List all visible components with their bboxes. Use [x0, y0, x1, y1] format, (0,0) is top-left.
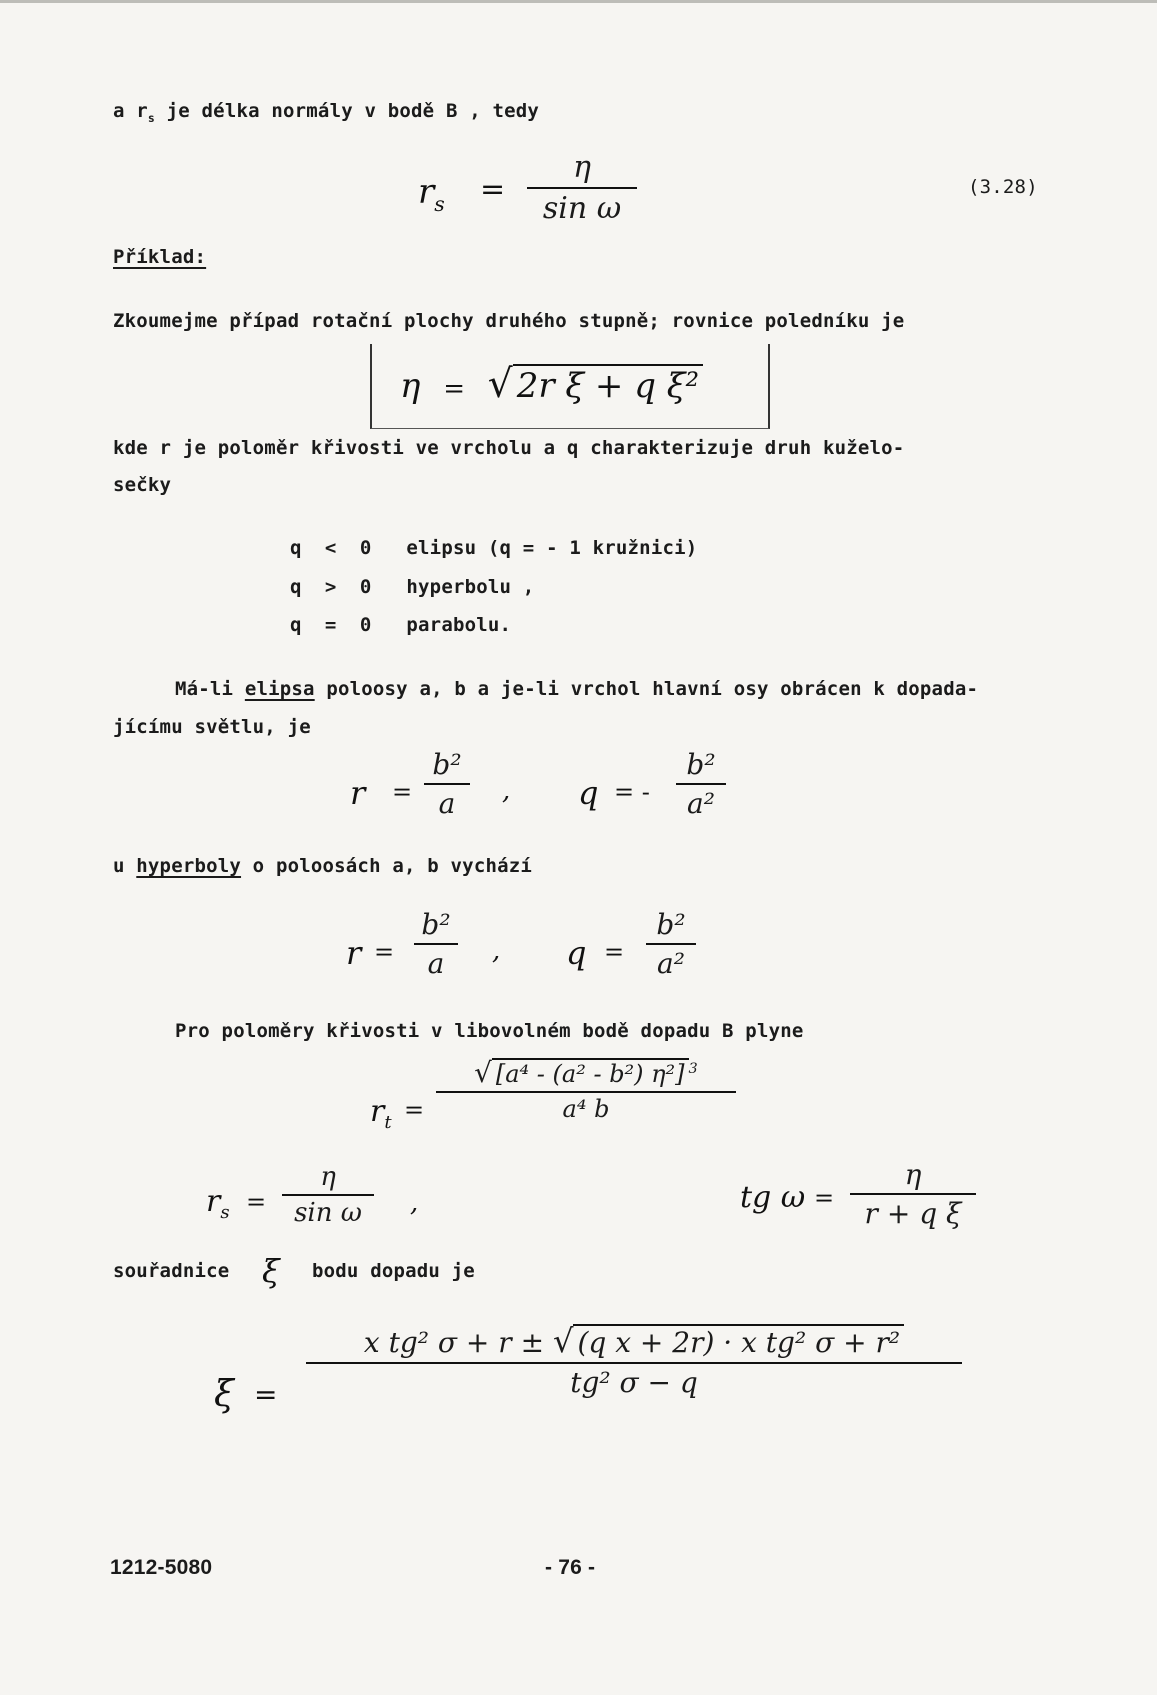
- eq328-numerator: η: [573, 150, 591, 185]
- eq328-lhs-symbol: r: [418, 172, 435, 212]
- tg-fraction: [850, 1158, 976, 1230]
- ellipse-q-bar: [676, 783, 726, 785]
- intro-prefix: a r: [113, 100, 148, 122]
- eq328-bar: [527, 187, 637, 189]
- para4-rest: o poloosách a, b vychází: [241, 855, 533, 877]
- case-parabola-text: parabolu.: [406, 614, 512, 636]
- tg-equals: =: [814, 1184, 835, 1212]
- rt-equals: =: [404, 1096, 425, 1124]
- intro-line: [113, 100, 539, 125]
- case-hyperbola: [290, 576, 534, 598]
- footer-page-number: - 76 -: [545, 1556, 596, 1579]
- case-ellipse-text: elipsu (q = - 1 kružnici): [406, 537, 698, 559]
- case-hyperbola-text: hyperbolu ,: [406, 576, 535, 598]
- ellipse-equals: =: [392, 778, 413, 806]
- hyper-q-denominator: a²: [657, 947, 685, 980]
- case-parabola: [290, 614, 511, 636]
- rs-numerator: η: [320, 1162, 336, 1192]
- ellipse-q-denominator: a²: [687, 787, 715, 820]
- rs-comma: ,: [410, 1188, 419, 1218]
- hyper-fraction-q: [646, 908, 696, 980]
- intro-rest: je délka normály v bodě B , tedy: [154, 100, 540, 122]
- case-parabola-q: q: [290, 614, 302, 636]
- para3-rest: poloosy a, b a je-li vrchol hlavní osy obrácen k dopada-: [314, 678, 979, 700]
- eq328-lhs: [418, 172, 445, 216]
- footer-doc-number: 1212-5080: [110, 1556, 213, 1579]
- case-hyperbola-zero: 0: [359, 576, 372, 598]
- xi-radicand: (q x + 2r) · x tg² σ + r²: [573, 1324, 904, 1359]
- ellipse-comma: ,: [502, 776, 511, 806]
- paragraph-coordinate-xi: ξ: [262, 1252, 280, 1290]
- case-parabola-zero: 0: [359, 614, 372, 636]
- meridian-equation: [400, 362, 703, 407]
- xi-numerator-left: x tg² σ + r ±: [363, 1326, 545, 1359]
- rs-denominator: sin ω: [294, 1198, 362, 1228]
- hyper-q-bar: [646, 943, 696, 945]
- rt-exponent: 3: [688, 1061, 698, 1077]
- xi-radical-sign: √: [552, 1322, 574, 1360]
- case-ellipse-q: q: [290, 537, 302, 559]
- ellipse-equals-minus: = -: [614, 778, 650, 806]
- rt-lhs-sub: t: [384, 1112, 392, 1133]
- hyper-r-denominator: a: [427, 947, 445, 980]
- eq328-fraction: [527, 150, 637, 226]
- hyper-comma: ,: [492, 936, 501, 966]
- paragraph-coordinate: souřadnice: [113, 1260, 230, 1282]
- paragraph-ellipse: [175, 678, 978, 700]
- eq328-lhs-sub: s: [434, 191, 445, 216]
- ellipse-fraction-r: [424, 748, 470, 820]
- rt-fraction: [436, 1056, 736, 1123]
- para3-prefix: Má-li: [175, 678, 245, 700]
- paragraph-surface: Zkoumejme případ rotační plochy druhého stupně; rovnice poledníku je: [113, 310, 905, 332]
- rt-lhs-symbol: r: [370, 1094, 385, 1129]
- rs-lhs: [206, 1184, 230, 1223]
- meridian-radical-sign: √: [487, 362, 513, 407]
- ellipse-r-numerator: b²: [432, 748, 462, 781]
- case-hyperbola-rel: >: [324, 576, 337, 598]
- example-heading: Příklad:: [113, 246, 207, 268]
- case-ellipse-zero: 0: [359, 537, 372, 559]
- intro-sub: s: [147, 110, 155, 125]
- para4-underlined: hyperboly: [136, 855, 242, 877]
- xi-fraction: [306, 1322, 962, 1399]
- xi-bar: [306, 1362, 962, 1364]
- tg-bar: [850, 1193, 976, 1195]
- case-ellipse-rel: <: [324, 537, 337, 559]
- paragraph-radii: Pro poloměry křivosti v libovolném bodě dopadu B plyne: [175, 1020, 804, 1042]
- tg-lhs: tg ω: [740, 1180, 806, 1215]
- meridian-equals: =: [443, 374, 465, 404]
- meridian-radicand: 2r ξ + q ξ²: [513, 364, 703, 406]
- ellipse-q: q: [578, 774, 599, 812]
- case-parabola-rel: =: [324, 614, 337, 636]
- rs-fraction: [282, 1162, 374, 1228]
- hyper-q: q: [566, 934, 587, 972]
- rs-lhs-symbol: r: [206, 1184, 221, 1219]
- ellipse-r-denominator: a: [438, 787, 456, 820]
- paragraph-kde: kde r je poloměr křivosti ve vrcholu a q charakterizuje druh kuželo-: [113, 437, 905, 459]
- rt-radical-sign: √: [474, 1056, 492, 1089]
- xi-equals: =: [254, 1378, 278, 1411]
- case-ellipse: [290, 537, 697, 559]
- xi-denominator: tg² σ − q: [570, 1366, 698, 1399]
- meridian-lhs: η: [400, 366, 421, 406]
- eq328-denominator: sin ω: [542, 191, 622, 226]
- paragraph-hyperbola: [113, 855, 532, 877]
- ellipse-fraction-q: [676, 748, 726, 820]
- rt-numerator: [474, 1056, 697, 1089]
- hyper-r-bar: [414, 943, 458, 945]
- rs-equals: =: [246, 1188, 267, 1216]
- hyper-r-numerator: b²: [421, 908, 451, 941]
- ellipse-r: r: [350, 774, 366, 812]
- paragraph-coordinate-rest: bodu dopadu je: [312, 1260, 475, 1282]
- top-edge-line: [0, 0, 1157, 3]
- hyper-fraction-r: [414, 908, 458, 980]
- hyper-equals: =: [374, 938, 395, 966]
- paragraph-kde-cont: sečky: [113, 474, 172, 496]
- ellipse-q-numerator: b²: [686, 748, 716, 781]
- xi-numerator: [364, 1322, 904, 1360]
- rt-lhs: [370, 1094, 392, 1133]
- rt-bar: [436, 1091, 736, 1093]
- eq328-equals: =: [480, 172, 506, 207]
- rt-radicand: [a⁴ - (a² - b²) η²]: [492, 1058, 689, 1088]
- rt-denominator: a⁴ b: [562, 1095, 610, 1123]
- para4-prefix: u: [113, 855, 137, 877]
- paragraph-ellipse-cont: jícímu světlu, je: [113, 716, 311, 738]
- ellipse-r-bar: [424, 783, 470, 785]
- tg-denominator: r + q ξ: [864, 1197, 962, 1230]
- hyper-equals-q: =: [604, 938, 625, 966]
- hyper-r: r: [346, 934, 362, 972]
- case-hyperbola-q: q: [290, 576, 302, 598]
- tg-numerator: η: [904, 1158, 922, 1191]
- rs-lhs-sub: s: [220, 1202, 230, 1223]
- eq328-label: (3.28): [968, 176, 1038, 198]
- hyper-q-numerator: b²: [656, 908, 686, 941]
- xi-lhs: ξ: [214, 1374, 234, 1415]
- rs-bar: [282, 1194, 374, 1196]
- para3-underlined: elipsa: [244, 678, 315, 700]
